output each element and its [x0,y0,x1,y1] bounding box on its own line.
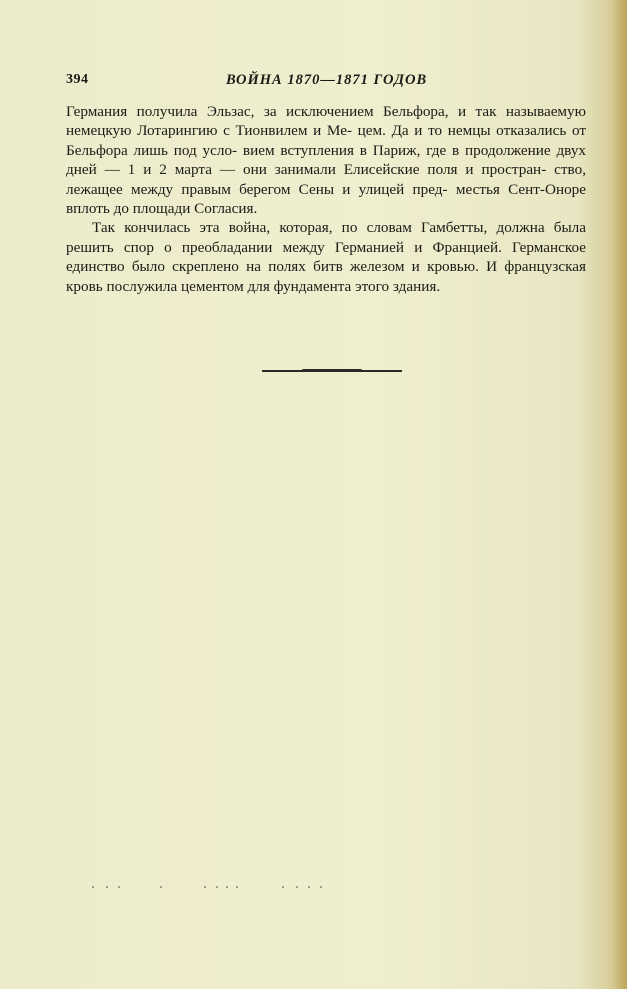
text-line: Германия получила Эльзас, за исключением Бельфора, и [66,103,467,120]
speck [320,886,322,888]
speck [216,886,218,888]
divider-thick-center [302,369,362,372]
speck [308,886,310,888]
speck [282,886,284,888]
text-line: вием вступления в Париж, где в продолжение двух дней — [66,141,587,179]
page-spine-shadow [613,0,627,989]
text-line: должна была решить спор о преобладании между Германией [66,219,586,256]
print-specks [92,884,332,890]
section-end-divider [262,368,402,373]
speck [160,886,162,888]
speck [118,886,120,888]
running-title: ВОЙНА 1870—1871 ГОДОВ [226,72,428,88]
text-line: битв железом и кровью. И французская кровь послужила [66,258,586,295]
text-line: так называемую немецкую Лотарингию с Тионвилем и Ме- [66,103,586,140]
speck [226,886,228,888]
text-line: местья Сент-Оноре вплоть до площади Согласия. [66,180,587,218]
paragraph-1 [66,102,586,218]
page-header [66,72,586,92]
speck [106,886,108,888]
paragraph-2 [66,218,586,296]
text-line: и Францией. Германское единство было скреплено на полях [66,238,587,276]
text-line: Так кончилась эта война, которая, по словам Гамбетты, [92,219,488,237]
speck [92,886,94,888]
text-line: цем. Да и то немцы отказались от Бельфора лишь под усло- [66,122,587,159]
speck [236,886,238,888]
page-body-text [66,102,586,296]
text-line: 1 и 2 марта — они занимали Елисейские поля и простран- [127,161,547,179]
speck [204,886,206,888]
text-line: ство, лежащее между правым берегом Сены и улицей пред- [66,161,587,198]
text-line: цементом для фундамента этого здания. [181,277,441,295]
speck [296,886,298,888]
page-number: 394 [66,72,89,87]
